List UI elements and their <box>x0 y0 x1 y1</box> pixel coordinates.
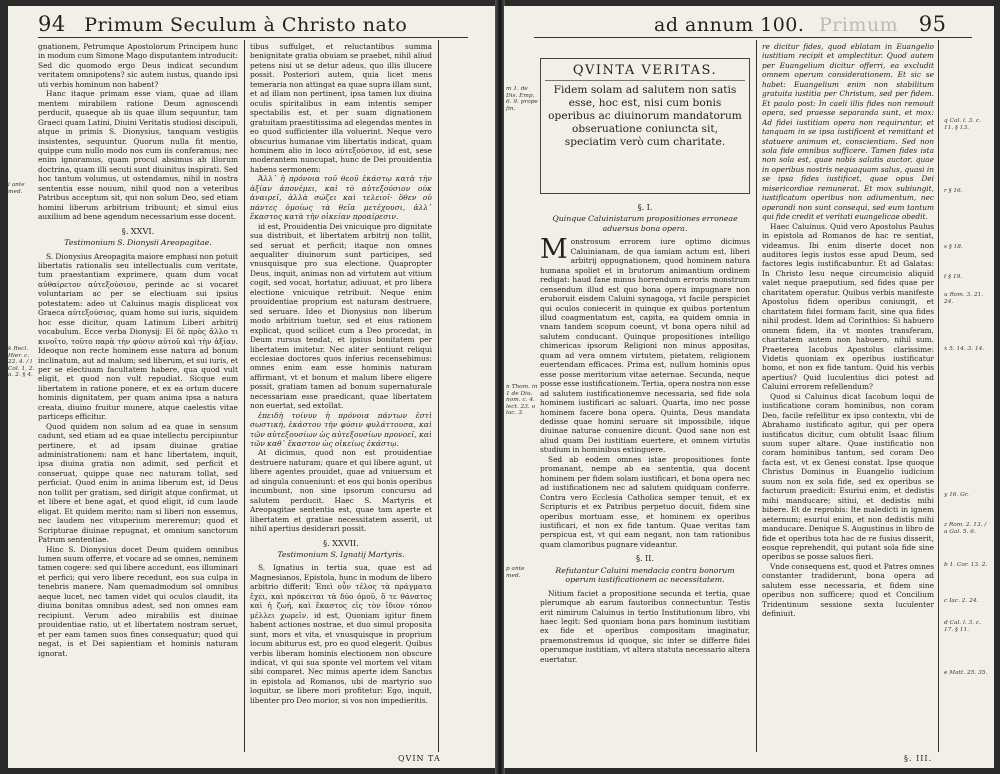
margin-note: e Matt. 25. 35. <box>944 670 988 676</box>
greek-quote: ἐπειδὴ τοίνυν ἡ πρόνοια πάντων ἐστὶ σωστική, ἑκάστου τὴν φύσιν φυλάττουσα, καὶ τῶν αὐτεξουσίων ὡς αὐτεξουσίων προνοεῖ, καὶ τῶν καθ᾽ ἕκαστον ὡς οἰκείως ἑκάστῳ. <box>250 410 432 449</box>
paragraph: Hanc itaque primam esse viam, quae ad illam mentem mirabilem ratione Deum agnoscendi perducit, quaeque ab iis quae illum sequuntur, tam Graeci quam Latini, Diuini Veritatis studiosi discipuli, atque in primis S. Dionysius, tanquam vestigiis insistentes, sequuntur. Quorum nulla fit mentio, quippe cum nullo modo nos cum iis conferamus; nec enim ignoramus, quam procul absimus ab illorum doctrina, quam illi secuti sunt diuinitus inspirati. Sed hoc tantum volumus, ut ostendamus, nihil in nostra sententia esse nouum, nihil quod non a veteribus Patribus acceptum sit, qui non solum Deo, sed etiam homini liberum arbitrium tribuunt; et simul eius auxilium ad bene agendum necessarium esse docent. <box>38 89 238 222</box>
paragraph: Haec Caluinus. Quid vero Apostolus Paulus in epistola ad Romanos de hac re sentiat, videamus. Ibi enim diserte docet non auditores legis iustos esse apud Deum, sed factores legis iustificabuntur. Et ad Galatas: In Christo Iesu neque circumcisio aliquid valet neque praeputium, sed fides quae per charitatem operatur. Quibus verbis manifeste Apostolus fidem operibus coniungit, et charitatem fidei formam facit, sine qua fides nihil prodest. Idem ad Corinthios: Si habuero omnem fidem, ita vt montes transferam, charitatem autem non habuero, nihil sum. Praeterea Iacobus Apostolus clarissime: Videtis quoniam ex operibus iustificatur homo, et non ex fide tantum. Quid his verbis apertius? Quid luculentius dici potest ad Caluini errorem refellendum? <box>762 221 934 392</box>
veritas-box <box>540 58 750 194</box>
drop-cap: M <box>540 234 568 266</box>
margin-divider <box>438 40 439 752</box>
margin-divider <box>938 40 939 752</box>
section-title: Refutantur Caluini mendacia contra bonorum operum iustificationem ac necessitatem. <box>555 565 735 585</box>
section-heading: §. I. <box>637 202 653 212</box>
margin-note: p ante med. <box>506 566 525 579</box>
veritas-title: QVINTA VERITAS. <box>545 63 745 81</box>
margin-note: y 16. Gr. <box>944 492 969 498</box>
paragraph: tibus suffulget, et reluctantibus summa benignitate gratia obuiam se praebet, nihil aliud petens nisi ut se detur adeus, quo illis illucere possit. Posteriori autem, quia licet mens temeraria non attingat ea quae supra illam sunt, et ad illam non pertinent, ipsa tamen lux diuina oculis spiritalibus in eam intentis semper spectabilis est, et per suam dignationem gratuitam praestitissima ad elegendas mentes in eo quod sufficienter illa voluerint. Neque vero obscurius humanae vim libertatis indicat, quam hominem alio in loco αὐτεξούσιον, id est, sese moderantem nuncupat, hunc de Dei prouidentia habens sermonem: <box>250 42 432 174</box>
margin-note: b 1. Cor. 13. 2. <box>944 562 988 568</box>
paragraph: Hinc S. Dionysius docet Deum quidem omnibus lumen suum offerre, et vocare ad se omnes, neminem tamen cogere: sed qui libere accedunt, eos illuminari et perfici; qui vero libere recedunt, eos sua culpa in tenebris manere. Nam quemadmodum sol omnibus aeque lucet, nec tamen videt qui oculos claudit, ita diuina bonitas omnibus adest, sed non omnes eam recipiunt. Verum adeo mirabilis est diuinae prouidentiae ratio, ut et libertatem nostram seruet, et per eam tamen suos fines consequatur; quod qui negat, is et Dei sapientiam et hominis naturam ignorat. <box>38 544 238 658</box>
catchword: §. III. <box>904 754 933 763</box>
header-rule <box>534 37 972 38</box>
left-column-2 <box>250 42 432 750</box>
margin-note: t § 19. <box>944 274 963 280</box>
paragraph: re dicitur fides, quod eblatam in Euangelio iustitiam recipit et amplectitur. Quod autem per Euangelium dicitur offerri, ea excludit omnem operum considerationem. Et sic se habet: Euangelium enim non stabilitum gratuita iustitia per Christum, sed per fidem. Et paulo post: In caeli illis fides non remouit opera, sed praesse separanda sunt, et mox: Ad fidei iustitiam opera non requiruntur, et tanquam in se ipsa iustificent et remittant et statuere animum et, conscientiam. Sed non sola fide omnibus sufficere. Tamen fides ista non sola est, quae nobis salutis auctor, quae in operibus nostris nequaquam salus, quasi in se ipsa fides iustificet, quae opus Dei misericordiae remunerat. Et mox subiungit, iustificatum operibus non adiumentum, nec operandi non sunt consequi, sed eum tantum qui fide credit et veritati euangelicae obedit. <box>762 42 934 222</box>
right-column-2 <box>762 42 934 750</box>
right-running-head: ad annum 100. <box>654 14 805 36</box>
ghost-heading: Primum <box>818 14 899 36</box>
catchword: QVIN TA <box>398 754 441 763</box>
margin-note: q Cal. l. 3. c. 11. § 13. <box>944 118 981 131</box>
paragraph: id est, Prouidentia Dei vnicuique pro dignitate sua distribuit, et libertatem arbitrij non tollit, sed seruat et perficit; itaque non omnes aequaliter diuinorum sunt participes, sed vnusquisque pro sua electione. Quapropter Deus, inquit, animas non ad virtutem aut vitium cogit, sed vocat, hortatur, adiuuat, et pro libera electione vnicuique retribuit. Neque enim prouidentiae proprium est naturam destruere, sed seruare. Ideo et Dionysius non liberum modo arbitrium tuetur, sed et eius rationem explicat, quod scilicet cum a Deo procedat, in Deum rursus tendat, et ipsius bonitatem per libertatem imitetur. Nec aliter sentiunt reliqui ecclesiae doctores quos inferius recensebimus: omnes enim eam esse hominis naturam affirmant, vt et bonum et malum libere eligere possit, gratiam tamen ad bonum supernaturale necessariam esse praedicant, quae libertatem non euertat, sed extollat. <box>250 221 432 411</box>
paragraph: S. Dionysius Areopagita maiore emphasi non potuit libertatis rationalis seu intellectualis cum veritate, tum praestantiam exprimere, quam dum vocat αὐθαίρετον αὐτεξούσιον, perinde ac si vocaret voluntariam ac per se electiuam sui ipsius potestatem: adeo ut Caluinus magis displiceat vox Graeca αὐτεξούσιος, quam homo sui iuris, siquidem hoc esse dicitur, quam Latinum Liberi arbitrij vocabulum. Ecce verba Dionysij: Εἰ δὲ πρὸς ἄλλο τι κινοῖτο, τοῦτο παρὰ τὴν φύσιν αὐτοῦ καὶ τὴν ἀξίαν. Ideoque non recte hominem esse natura ad bonum inclinatum, aut ad malum; sed liberum, et sui iuris, et per se electiuam facultatem habere, qua quod vult eligit, et quod non vult repudiat. Sicque eum libertatem in ratione ponere, et ex ea ortum ducere hominis dignitatem, per quam anima ipsa a natura creata, diuino fruitur munere, atque caelestis vitae particeps efficitur. <box>38 251 238 422</box>
section-heading: §. XXVII. <box>323 537 359 548</box>
left-running-head: Primum Seculum à Christo nato <box>84 14 408 36</box>
veritas-statement: Fidem solam ad salutem non satis esse, hoc est, nisi cum bonis operibus ac diuinorum mandatorum obseruatione coniuncta sit, speciatim verò cum charitate. <box>548 84 742 148</box>
margin-note: x 5. 14. 3. 14. <box>944 346 985 352</box>
column-divider <box>756 40 757 752</box>
paragraph: Sed ab eodem omnes istae propositiones fonte promanant, nempe ab ea sententia, qua docent hominem per fidem solam iustificari, et bona opera nec ad iustificationem nec ad salutem quidquam conferre. Contra vero Ecclesia Catholica semper tenuit, et ex Scripturis et ex Patribus perpetuo docuit, fidem sine operibus mortuam esse, et hominem ex operibus iustificari, et non ex fide tantum. Quae veritas tam perspicua est, vt qui eam negant, non tam rationibus quam clamoribus pugnare videantur. <box>540 454 750 549</box>
header-rule <box>38 37 468 38</box>
margin-note: d Cal. l. 3. c. 17. § 11. <box>944 620 981 633</box>
left-column-1 <box>38 42 238 750</box>
margin-note: c Iac. 2. 24. <box>944 598 979 604</box>
column-divider <box>244 40 245 752</box>
margin-note: m 1. de Dis. Emp. 6. 9. prope fin. <box>506 86 538 112</box>
paragraph: Vnde consequens est, quod et Patres omnes constanter tradiderunt, bona opera ad salutem esse necessaria, et fidem sine operibus non sufficere; quod et Concilium Tridentinum sessione sexta luculenter definiuit. <box>762 561 934 619</box>
margin-note: n Thom. in 1 de Diu. nom. c. 4. lect. 23. o lac. 3. <box>506 384 538 417</box>
margin-note: u Rom. 3. 21. 24. <box>944 292 984 305</box>
left-page <box>8 6 496 768</box>
section-heading: §. XXVI. <box>121 225 155 236</box>
paragraph-text: onstrosum errorem iure optimo dicimus Caluinianam, de qua iamiam actum est, liberi arbitrij oppugnationem, quod hominem natura humana spoliet et in brutorum animantium ordinem redigat: haud fane minus horrendum erroris monstrum censendum illud est quo bona opera impugnare non eruboruit eisdem Caluini synagoga, vt facile perspiciet qui oculos coniecerit in quinque ex quibus portentum illud coagmentatum est, capita, ea quidem omnia in vnam tandem scopum coeunt, vt bona opera nihil ad salutem conducant. Quinque propositiones intelligo chimericas ipsorum Religioni non minus appositas, quam ad vera omnem virtutem, pietatem, religionem euertendam efficaces. Prima est, nullum hominis opus esse posse meritorium vitae aeternae. Secunda, neque posse esse iustificationem. Tertia, opera nostra non esse ad salutem iustificationemve necessaria, sed fide sola hominem iustificari ac saluari. Quarta, imo nec posse hominem facere bona opera. Quinta, Deus mandata dedisse quae homini seruare sit impossibile, idque diuinae naturae conuenire dicunt. Quod sane non est aliud quam Dei iustitiam euertere, et omnem virtutis studium in hominibus extinguere. <box>540 237 750 455</box>
margin-note: s § 18. <box>944 244 963 250</box>
paragraph: Quod si Caluinus dicat Iacobum loqui de iustificatione coram hominibus, non coram Deo, facile refellitur ex ipso contextu, vbi de Abrahamo iustificato agitur, qui per opera iustificatus dicitur, cum obtulit Isaac filium suum super altare. Quae iustificatio non coram hominibus tantum, sed coram Deo facta est, vt ex Genesi constat. Ipse quoque Christus Dominus in Euangelio iudicium suum non ex sola fide, sed ex operibus se facturum praedicit: Esuriui enim, et dedistis mihi manducare; sitiui, et dedistis mihi bibere. Et de reprobis: Ite maledicti in ignem aeternum; esuriui enim, et non dedistis mihi manducare. Denique S. Augustinus in libro de fide et operibus tota hac de re fusius disserit, eosque reprehendit, qui putant sola fide sine operibus se posse saluos fieri. <box>762 391 934 562</box>
paragraph: gnationem, Petrumque Apostolorum Principem hunc in modum cum Simone Mago disputantem introducit: Sed dic quomodo ergo Deus indicat secundum veritatem omnipotens? sic autem iustus, quando ipsi uti verbis hominum non habent? <box>38 42 238 89</box>
margin-note: k Recl. Hier. c. 22. 4. / l Col. 1, 2. a. 2. § 4. <box>8 346 35 379</box>
right-page-header <box>654 12 946 36</box>
left-page-number: 94 <box>38 12 66 36</box>
greek-quote: Ἀλλ᾽ ἡ πρόνοια τοῦ θεοῦ ἑκάστῳ κατὰ τὴν ἀξίαν ἀπονέμει, καὶ τὸ αὐτεξούσιον οὐκ ἀναιρεῖ, ἀλλὰ σώζει καὶ τελειοῖ· ὅθεν οὐ πάντες ὁμοίως τὰ θεῖα μετέχουσι, ἀλλ᾽ ἕκαστος κατὰ τὴν οἰκείαν προαίρεσιν. <box>250 174 432 222</box>
left-page-header <box>38 12 407 36</box>
paragraph <box>540 234 750 455</box>
paragraph: S. Ignatius in tertia sua, quae est ad Magnesianos, Epistola, hunc in modum de libero arbitrio differit: Ἐπεὶ οὖν τέλος τὰ πράγματα ἔχει, καὶ πρόκειται τὰ δύο ὁμοῦ, ὅ τε θάνατος καὶ ἡ ζωή, καὶ ἕκαστος εἰς τὸν ἴδιον τόπον μέλλει χωρεῖν. id est, Quoniam igitur finem habent actiones nostrae, et duo simul proposita sunt, mors et vita, et vnusquisque in proprium locum abiturus est, pro eo quod elegerit. Quibus verbis liberam hominis electionem non obscure indicat, vt qui sua sponte vel mortem vel vitam sibi comparet. Nec minus aperte idem Sanctus in epistola ad Romanos, ubi de martyrio suo loquitur, se libere mori profitetur: Ego, inquit, libenter pro Deo morior, si vos non impedieritis. <box>250 563 432 705</box>
section-title: Testimonium S. Dionysii Areopagitae. <box>64 238 212 248</box>
right-page-number: 95 <box>918 12 947 36</box>
margin-note: r § 16. <box>944 188 963 194</box>
paragraph: Nitium faciet a propositione secunda et tertia, quae plerumque ab earum fautoribus connectuntur. Testis erit nimirum Caluinus in tertio Institutionum libro, vbi haec legit: Sed quoniam bona pars hominum iustitiam ex fide et operibus compositam imaginatur, praemonstremus id quoque, sic inter se differre fidei operumque iustitiam, vt altera statuta necessario altera euertatur. <box>540 588 750 664</box>
section-title: Quinque Caluinistarum propositiones erroneae aduersus bona opera. <box>552 214 738 233</box>
right-page <box>504 6 994 768</box>
margin-note: i ante med. <box>8 182 25 195</box>
section-heading: §. II. <box>635 553 655 564</box>
paragraph: At dicimus, quod non est prouidentiae destruere naturam; quare et qui libere agunt, ut libere agentes prouidet, quae ad vniuersum et ad singula conueniunt: et eos qui bonis operibus incumbunt, non sine ipsorum concursu ad salutem perducit. Haec S. Martyris et Areopagitae sententia est, quae tam aperte et libertatem et gratiae necessitatem asserit, ut nihil apertius desiderari possit. <box>250 448 432 534</box>
paragraph: Quod quidem non solum ad ea quae in sensum cadunt, sed etiam ad ea quae intellectu percipiuntur pertinere, et ad ipsam diuinae gratiae administrationem: nam et hanc libertatem, inquit, ipsa diuina gratia non adimit, sed perficit et conseruat, quippe quae nec naturam tollat, sed perficiat. Quod enim in anima liberum est, id Deus non tollit per gratiam, sed dirigit atque confirmat, ut et libere et bene agat, et quod eligit, id cum laude eligat. Et quidem merito; nam si liberi non essemus, nec laudem nec vituperium mereremur; quod et Scripturae diuinae repugnat, et omnium sanctorum Patrum sententiae. <box>38 421 238 545</box>
section-title: Testimonium S. Ignatij Martyris. <box>277 550 405 560</box>
margin-note: z Rom. 2. 13. / a Gal. 5. 6. <box>944 522 987 535</box>
right-column-1 <box>540 198 750 750</box>
